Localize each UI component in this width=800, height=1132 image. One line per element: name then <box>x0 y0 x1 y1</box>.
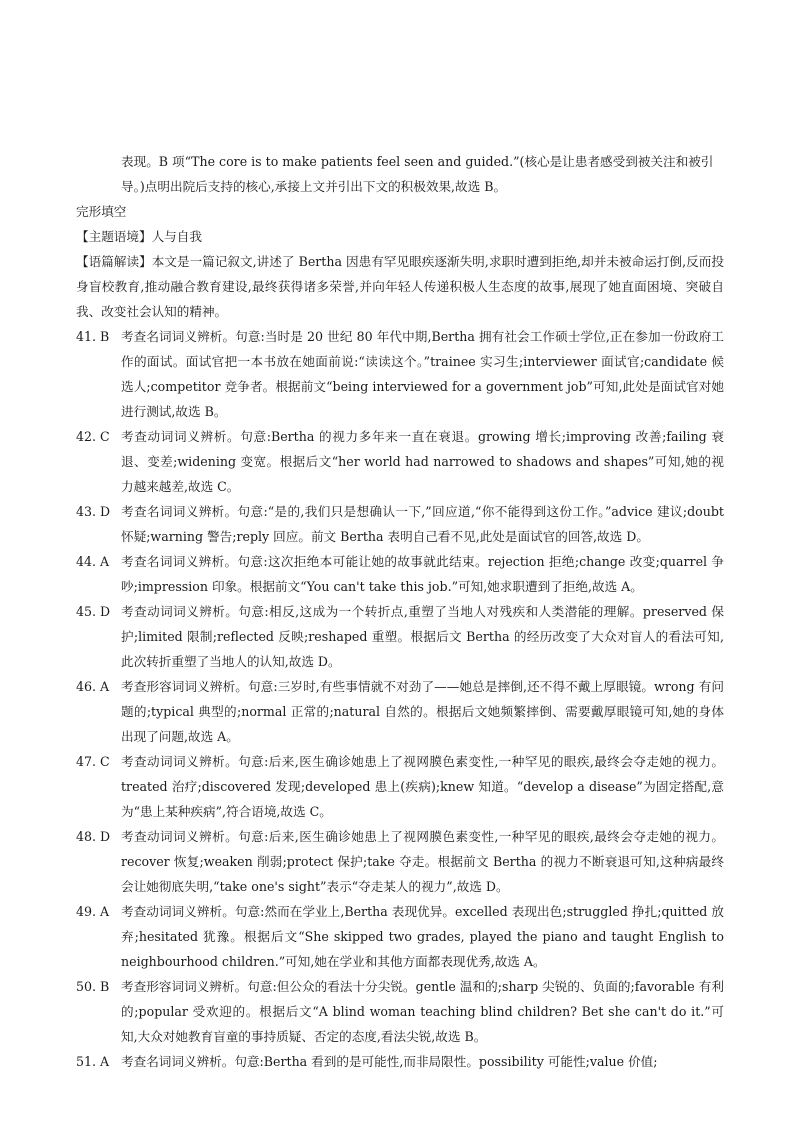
answer-explanation-block <box>76 149 724 1074</box>
answer-number: 50. B <box>76 979 110 994</box>
answer-explanation: 考查形容词词义辨析。句意:但公众的看法十分尖锐。gentle 温和的;sharp 尖锐的、负面的;favorable 有利的;popular 受欢迎的。根据后文“A blind woman teaching blind children? Bet she can't do it.”可知,大众对她教育盲童的事持质疑、否定的态度,看法尖锐,故选 B。 <box>121 979 724 1044</box>
answer-explanation: 考查动词词义辨析。句意:然而在学业上,Bertha 表现优异。excelled 表现出色;struggled 挣扎;quitted 放弃;hesitated 犹豫。根据后文“She skipped two grades, played the piano and taught English to neighbourhood children.”可知,她在学业和其他方面都表现优秀,故选 A。 <box>121 904 724 969</box>
answer-explanation: 考查动词词义辨析。句意:Bertha 的视力多年来一直在衰退。growing 增长;improving 改善;failing 衰退、变差;widening 变宽。根据后文“her world had narrowed to shadows and shapes”可知,她的视力越来越差,故选 C。 <box>121 429 724 494</box>
answer-explanation: 考查名词词义辨析。句意:“是的,我们只是想确认一下,”回应道,“你不能得到这份工作。”advice 建议;doubt 怀疑;warning 警告;reply 回应。前文 Bertha 表明自己看不见,此处是面试官的回答,故选 D。 <box>121 504 724 544</box>
answer-number: 43. D <box>76 504 111 519</box>
answer-explanation: 考查名词词义辨析。句意:当时是 20 世纪 80 年代中期,Bertha 拥有社会工作硕士学位,正在参加一份政府工作的面试。面试官把一本书放在她面前说:“读读这个。”trainee 实习生;interviewer 面试官;candidate 候选人;competitor 竞争者。根据前文“being interviewed for a government job”可知,此处是面试官对她进行测试,故选 B。 <box>121 329 724 419</box>
answer-number: 41. B <box>76 329 110 344</box>
answer-number: 51. A <box>76 1054 110 1069</box>
answer-number: 44. A <box>76 554 110 569</box>
answer-item <box>76 324 724 424</box>
answer-explanation: 考查动词词义辨析。句意:后来,医生确诊她患上了视网膜色素变性,一种罕见的眼疾,最终会夺走她的视力。treated 治疗;discovered 发现;developed 患上(疾病);knew 知道。“develop a disease”为固定搭配,意为“患上某种疾病”,符合语境,故选 C。 <box>121 754 724 819</box>
answer-explanation: 考查名词词义辨析。句意:Bertha 看到的是可能性,而非局限性。possibility 可能性;value 价值; <box>121 1054 658 1069</box>
passage-analysis: 【语篇解读】本文是一篇记叙文,讲述了 Bertha 因患有罕见眼疾逐渐失明,求职时遭到拒绝,却并未被命运打倒,反而投身盲校教育,推动融合教育建设,最终获得诸多荣誉,并向年轻人传递积极人生态度的故事,展现了她直面困境、突破自我、改变社会认知的精神。 <box>76 254 724 319</box>
answer-item <box>76 599 724 674</box>
answer-number: 48. D <box>76 829 111 844</box>
cloze-answer-list <box>76 324 724 1074</box>
answer-explanation: 考查动词词义辨析。句意:相反,这成为一个转折点,重塑了当地人对残疾和人类潜能的理解。preserved 保护;limited 限制;reflected 反映;reshaped 重塑。根据后文 Bertha 的经历改变了大众对盲人的看法可知,此次转折重塑了当地人的认知,故选 D。 <box>121 604 724 669</box>
answer-number: 42. C <box>76 429 110 444</box>
answer-item <box>76 824 724 899</box>
answer-item <box>76 424 724 499</box>
answer-item <box>76 1049 724 1074</box>
answer-number: 47. C <box>76 754 110 769</box>
theme-label: 【主题语境】人与自我 <box>76 229 202 244</box>
section-title: 完形填空 <box>76 204 127 219</box>
answer-number: 49. A <box>76 904 110 919</box>
answer-item <box>76 974 724 1049</box>
answer-explanation: 考查形容词词义辨析。句意:三岁时,有些事情就不对劲了——她总是摔倒,还不得不戴上厚眼镜。wrong 有问题的;typical 典型的;normal 正常的;natural 自然的。根据后文她频繁摔倒、需要戴厚眼镜可知,她的身体出现了问题,故选 A。 <box>121 679 724 744</box>
answer-item <box>76 674 724 749</box>
answer-item <box>76 549 724 599</box>
answer-explanation: 考查名词词义辨析。句意:这次拒绝本可能让她的故事就此结束。rejection 拒绝;change 改变;quarrel 争吵;impression 印象。根据前文“You can't take this job.”可知,她求职遭到了拒绝,故选 A。 <box>121 554 724 594</box>
intro-line: 表现。B 项“The core is to make patients feel seen and guided.”(核心是让患者感受到被关注和被引 <box>121 154 714 169</box>
answer-item <box>76 499 724 549</box>
answer-number: 46. A <box>76 679 110 694</box>
answer-item <box>76 749 724 824</box>
answer-item <box>76 899 724 974</box>
answer-number: 45. D <box>76 604 111 619</box>
intro-line: 导。)点明出院后支持的核心,承接上文并引出下文的积极效果,故选 B。 <box>121 179 507 194</box>
answer-explanation: 考查动词词义辨析。句意:后来,医生确诊她患上了视网膜色素变性,一种罕见的眼疾,最终会夺走她的视力。recover 恢复;weaken 削弱;protect 保护;take 夺走。根据前文 Bertha 的视力不断衰退可知,这种病最终会让她彻底失明,“take one's sight”表示“夺走某人的视力”,故选 D。 <box>121 829 724 894</box>
